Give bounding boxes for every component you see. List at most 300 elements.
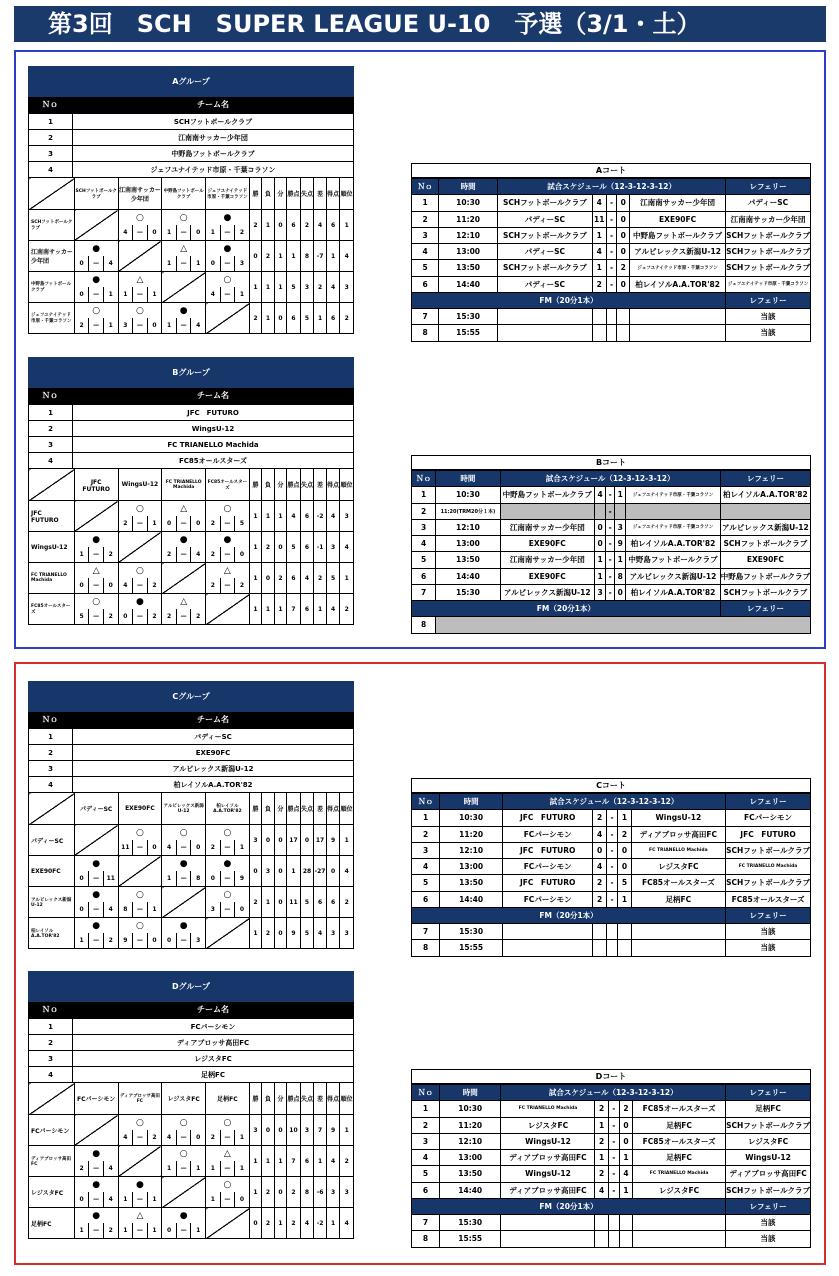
home-team: パディーSC [498, 211, 593, 227]
away-team: FC85オールスターズ [633, 1133, 726, 1149]
home-team: WingsU-12 [501, 1166, 595, 1182]
score-dash: - [608, 1182, 619, 1198]
home-team: ディアブロッサ高田FC [501, 1150, 595, 1166]
score-left: 0 [162, 933, 177, 949]
court-title: Dコート [411, 1069, 811, 1084]
away-team: WingsU-12 [631, 810, 725, 826]
home-score: 1 [595, 1117, 608, 1133]
stat-cell: 0 [274, 1115, 286, 1146]
match-row [412, 1182, 811, 1198]
referee: SCHフットボールクラブ [726, 1117, 811, 1133]
match-no: 8 [412, 940, 440, 956]
matrix-self [206, 1208, 250, 1239]
matrix-row-team: 足柄FC [29, 1208, 75, 1239]
score-sep: — [176, 871, 191, 887]
stat-cell: 7 [314, 1115, 326, 1146]
team-no: 3 [29, 1051, 73, 1067]
team-name: 江南南サッカー少年団 [73, 130, 354, 146]
score-right: 0 [147, 225, 162, 241]
fm-label: FM（20分1本） [412, 1198, 726, 1214]
court-no-head: Ｎｏ [412, 1085, 440, 1101]
score-right: 1 [191, 1161, 206, 1177]
stat-cell: 4 [326, 594, 340, 625]
stat-cell: 3 [340, 501, 354, 532]
away-team: アルビレックス新潟U-12 [630, 244, 726, 260]
score-sep: — [133, 609, 148, 625]
score-left: 0 [162, 1223, 177, 1239]
score-dash: - [606, 584, 615, 600]
matrix-row [29, 563, 354, 579]
team-name: SCHフットボールクラブ [73, 114, 354, 130]
match-time: 10:30 [440, 810, 503, 826]
match-mark: ● [118, 1177, 162, 1193]
matrix-row [29, 303, 354, 319]
match-mark: ● [74, 1208, 118, 1224]
score-sep: — [176, 256, 191, 272]
matrix-self [162, 272, 206, 303]
away-team: 柏レイソルA.A.TOR'82 [626, 584, 721, 600]
stat-head: 失点 [300, 793, 314, 825]
score-sep: — [89, 933, 104, 949]
match-no: 3 [412, 227, 439, 243]
away-score: 8 [615, 568, 626, 584]
referee: JFC FUTURO [726, 826, 811, 842]
score-sep: — [133, 1192, 148, 1208]
team-no: 4 [29, 777, 73, 793]
match-mark: ○ [206, 501, 250, 517]
fm-row [412, 1231, 811, 1247]
match-time: 12:10 [440, 842, 503, 858]
stat-cell: 3 [300, 1115, 314, 1146]
matrix-row [29, 210, 354, 226]
away-score: 0 [617, 276, 630, 292]
matrix-row-team: FCパーシモン [29, 1115, 75, 1146]
stat-cell: 0 [274, 303, 286, 334]
stat-cell: 9 [287, 918, 301, 949]
stat-cell: 0 [300, 825, 314, 856]
match-mark: ○ [118, 887, 162, 903]
score-left: 1 [74, 1223, 89, 1239]
score-dash: - [606, 552, 615, 568]
stat-head: 勝点 [287, 178, 301, 210]
away-team: 柏レイソルA.A.TOR'82 [626, 536, 721, 552]
match-row [412, 487, 811, 503]
team-no: 2 [29, 1035, 73, 1051]
stat-cell: 6 [300, 532, 314, 563]
referee: パディーSC [726, 195, 811, 211]
match-mark: ○ [162, 1146, 206, 1162]
match-time: 15:55 [440, 940, 503, 956]
team-row [29, 114, 354, 130]
match-no: 6 [412, 276, 439, 292]
matrix-row [29, 1177, 354, 1193]
stat-cell: 1 [262, 501, 274, 532]
score-left: 2 [206, 547, 221, 563]
away-score: 1 [618, 891, 631, 907]
team-head: チーム名 [197, 715, 229, 724]
stat-cell: 4 [340, 1208, 354, 1239]
referee: ディアブロッサ高田FC [726, 1166, 811, 1182]
home-team: EXE90FC [500, 568, 595, 584]
home-team: パディーSC [498, 276, 593, 292]
team-no: 1 [29, 114, 73, 130]
matrix-col-team: FCパーシモン [74, 1083, 118, 1115]
score-right: 0 [235, 547, 250, 563]
score-right: 2 [147, 578, 162, 594]
home-team: 江南南サッカー少年団 [500, 519, 595, 535]
match-mark: ● [74, 887, 118, 903]
stat-cell: 2 [262, 1177, 274, 1208]
score-left: 4 [162, 1130, 177, 1146]
stat-head: 勝 [249, 178, 261, 210]
court-ref-head: レフェリー [720, 471, 810, 487]
score-right: 1 [103, 287, 118, 303]
fm-row [412, 1215, 811, 1231]
match-time: 10:30 [439, 1101, 501, 1117]
referee: EXE90FC [720, 552, 810, 568]
stat-cell: 1 [274, 594, 286, 625]
stat-head: 負 [262, 1083, 274, 1115]
score-sep: — [89, 871, 104, 887]
match-mark: ● [206, 856, 250, 872]
referee: SCHフットボールクラブ [726, 875, 811, 891]
match-row [412, 584, 811, 600]
court-schedule-head: 試合スケジュール（12-3-12-3-12） [498, 179, 726, 195]
score-sep: — [176, 840, 191, 856]
score-right: 4 [103, 1192, 118, 1208]
match-mark: ● [206, 241, 250, 257]
team-no: 3 [29, 761, 73, 777]
score-sep: — [176, 933, 191, 949]
away-score: 1 [615, 487, 626, 503]
score-dash: - [606, 891, 617, 907]
away-team: FC85オールスターズ [631, 875, 725, 891]
stat-cell: 0 [249, 856, 261, 887]
home-team: アルビレックス新潟U-12 [500, 584, 595, 600]
stat-cell: 1 [249, 1177, 261, 1208]
stat-cell: 6 [300, 501, 314, 532]
score-left: 0 [74, 871, 89, 887]
stat-cell: 7 [287, 1146, 301, 1177]
match-mark: △ [118, 1208, 162, 1224]
home-score: 4 [592, 195, 606, 211]
stat-head: 得点 [326, 1083, 340, 1115]
away-team: 足柄FC [631, 891, 725, 907]
team-head: チーム名 [197, 100, 229, 109]
score-sep: — [176, 1223, 191, 1239]
score-right: 1 [103, 318, 118, 334]
score-sep: — [89, 256, 104, 272]
score-dash: - [608, 1166, 619, 1182]
score-dash: - [606, 260, 617, 276]
referee: FC85オールスターズ [726, 891, 811, 907]
referee: 足柄FC [726, 1101, 811, 1117]
score-right: 11 [103, 871, 118, 887]
stat-cell: 9 [326, 825, 340, 856]
stat-cell: 5 [326, 563, 340, 594]
match-mark: ○ [118, 1115, 162, 1131]
matrix-row [29, 918, 354, 934]
match-no: 2 [412, 211, 439, 227]
match-mark: ● [74, 532, 118, 548]
matrix-self [206, 918, 250, 949]
stat-cell: 2 [262, 532, 274, 563]
match-no: 1 [412, 487, 436, 503]
team-row [29, 1019, 354, 1035]
score-left: 1 [118, 287, 133, 303]
team-row [29, 1035, 354, 1051]
team-row [29, 1067, 354, 1083]
score-sep: — [133, 578, 148, 594]
score-sep: — [133, 902, 148, 918]
match-no: 3 [412, 1133, 440, 1149]
match-row [412, 503, 811, 519]
match-mark: △ [118, 272, 162, 288]
team-name: レジスタFC [73, 1051, 354, 1067]
score-left: 4 [118, 1130, 133, 1146]
match-time: 10:30 [436, 487, 500, 503]
score-right: 2 [235, 578, 250, 594]
away-team: FC TRIANELLO Machida [631, 842, 725, 858]
stat-head: 分 [274, 178, 286, 210]
result-matrix [28, 792, 354, 949]
score-sep: — [133, 225, 148, 241]
stat-head: 差 [314, 469, 326, 501]
team-row [29, 437, 354, 453]
score-sep: — [89, 287, 104, 303]
team-row [29, 777, 354, 793]
score-left: 9 [118, 933, 133, 949]
home-team: SCHフットボールクラブ [498, 260, 593, 276]
home-team: EXE90FC [500, 536, 595, 552]
score-sep: — [220, 578, 235, 594]
stat-cell: 1 [274, 241, 286, 272]
team-no: 2 [29, 130, 73, 146]
score-right: 9 [235, 871, 250, 887]
score-sep: — [220, 1130, 235, 1146]
match-mark: ● [162, 1208, 206, 1224]
stat-cell: 6 [326, 210, 340, 241]
matrix-col-team: 江南南サッカー少年団 [118, 178, 162, 210]
stat-cell: 2 [340, 887, 354, 918]
score-sep: — [220, 516, 235, 532]
score-sep: — [133, 1130, 148, 1146]
stat-cell: 2 [249, 210, 261, 241]
score-left: 2 [118, 516, 133, 532]
match-mark: ○ [206, 887, 250, 903]
fm-label: FM（20分1本） [412, 292, 726, 308]
matrix-corner [29, 793, 75, 825]
score-left: 1 [206, 1192, 221, 1208]
stat-cell: 1 [314, 303, 326, 334]
match-row [412, 519, 811, 535]
score-right: 4 [191, 318, 206, 334]
stat-head: 勝 [249, 469, 261, 501]
stat-head: 負 [262, 793, 274, 825]
score-right: 1 [147, 902, 162, 918]
matrix-self [162, 563, 206, 594]
stat-head: 分 [274, 469, 286, 501]
team-name: EXE90FC [73, 745, 354, 761]
match-time: 14:40 [439, 276, 498, 292]
score-sep: — [176, 225, 191, 241]
score-sep: — [176, 1130, 191, 1146]
stat-cell: 1 [340, 210, 354, 241]
score-left: 0 [162, 516, 177, 532]
team-row [29, 405, 354, 421]
score-left: 1 [118, 1223, 133, 1239]
match-mark: ○ [118, 210, 162, 226]
away-score: 2 [619, 1101, 632, 1117]
stat-cell: 6 [300, 594, 314, 625]
court-schedule [411, 793, 811, 957]
referee: FC TRIANELLO Machida [726, 859, 811, 875]
team-name: FC TRIANELLO Machida [73, 437, 354, 453]
referee: SCHフットボールクラブ [726, 1182, 811, 1198]
match-time: 13:50 [439, 260, 498, 276]
home-team: 江南南サッカー少年団 [500, 552, 595, 568]
stat-cell: 0 [274, 918, 286, 949]
away-score: 1 [618, 810, 631, 826]
score-sep: — [220, 547, 235, 563]
stat-cell: 0 [274, 856, 286, 887]
home-team: レジスタFC [501, 1117, 595, 1133]
referee: 中野島フットボールクラブ [720, 568, 810, 584]
stat-cell: -7 [314, 241, 326, 272]
match-mark: ● [162, 856, 206, 872]
matrix-row [29, 241, 354, 257]
match-mark: ● [74, 856, 118, 872]
score-right: 1 [235, 840, 250, 856]
score-left: 4 [206, 287, 221, 303]
court-schedule-head: 試合スケジュール（12-3-12-3-12） [501, 1085, 726, 1101]
home-score: 3 [595, 584, 606, 600]
match-no: 4 [412, 536, 436, 552]
match-row [412, 875, 811, 891]
score-right: 1 [147, 1223, 162, 1239]
referee: アルビレックス新潟U-12 [720, 519, 810, 535]
match-time: 13:50 [439, 1166, 501, 1182]
stat-cell: 1 [262, 1146, 274, 1177]
referee: ジェフユナイテッド市原・千葉コラソン [726, 276, 811, 292]
score-sep: — [133, 516, 148, 532]
stat-cell: 2 [262, 241, 274, 272]
team-name: JFC FUTURO [73, 405, 354, 421]
matrix-col-team: ジェフユナイテッド市原・千葉コラソン [206, 178, 250, 210]
team-name: FC85オールスターズ [73, 453, 354, 469]
stat-cell: 8 [300, 241, 314, 272]
score-sep: — [89, 1192, 104, 1208]
match-mark: ○ [118, 563, 162, 579]
away-team: レジスタFC [633, 1182, 726, 1198]
score-dash: - [606, 842, 617, 858]
home-score: 2 [595, 1133, 608, 1149]
match-row [412, 244, 811, 260]
team-name: ディアブロッサ高田FC [73, 1035, 354, 1051]
fm-ref-head: レフェリー [726, 292, 811, 308]
score-sep: — [220, 225, 235, 241]
match-time: 13:50 [440, 875, 503, 891]
stat-cell: 3 [340, 272, 354, 303]
match-time: 12:10 [439, 227, 498, 243]
group-header: Bグループ [28, 357, 354, 388]
score-left: 2 [162, 547, 177, 563]
match-no: 1 [412, 810, 440, 826]
home-score: 11 [592, 211, 606, 227]
score-right: 1 [147, 1192, 162, 1208]
away-score: 0 [619, 1133, 632, 1149]
score-dash: - [606, 568, 615, 584]
result-matrix [28, 468, 354, 625]
stat-head: 勝点 [287, 1083, 301, 1115]
referee [720, 503, 810, 519]
score-sep: — [176, 318, 191, 334]
score-right: 2 [191, 609, 206, 625]
stat-cell: 1 [274, 501, 286, 532]
score-dash: - [608, 1117, 619, 1133]
matrix-self [74, 825, 118, 856]
score-right: 0 [191, 840, 206, 856]
match-mark: ● [74, 272, 118, 288]
team-row [29, 453, 354, 469]
score-right: 1 [147, 287, 162, 303]
match-mark: ○ [206, 272, 250, 288]
stat-cell: 6 [300, 1146, 314, 1177]
score-left: 3 [118, 318, 133, 334]
stat-cell: 2 [287, 1177, 301, 1208]
matrix-self [74, 501, 118, 532]
match-time: 10:30 [439, 195, 498, 211]
stat-cell: 5 [287, 272, 301, 303]
stat-cell: 3 [326, 1177, 340, 1208]
stat-head: 順位 [340, 178, 354, 210]
court-time-head: 時間 [439, 1085, 501, 1101]
stat-cell: 4 [326, 272, 340, 303]
stat-cell: 2 [249, 303, 261, 334]
score-left: 0 [74, 1192, 89, 1208]
away-score: 0 [619, 1117, 632, 1133]
score-left: 0 [118, 609, 133, 625]
match-mark: ○ [206, 1115, 250, 1131]
stat-head: 分 [274, 793, 286, 825]
stat-cell: 0 [274, 532, 286, 563]
away-team: 中野島フットボールクラブ [630, 227, 726, 243]
match-row [412, 859, 811, 875]
away-team [626, 503, 721, 519]
fm-ref-head: レフェリー [726, 907, 811, 923]
score-dash: - [606, 810, 617, 826]
team-row [29, 1051, 354, 1067]
matrix-col-team: ディアブロッサ高田FC [118, 1083, 162, 1115]
stat-head: 分 [274, 1083, 286, 1115]
referee: SCHフットボールクラブ [720, 584, 810, 600]
match-mark: ● [74, 241, 118, 257]
match-no: 4 [412, 244, 439, 260]
stat-cell: 5 [300, 303, 314, 334]
match-mark: ● [162, 918, 206, 934]
court-time-head: 時間 [439, 179, 498, 195]
stat-cell: 6 [326, 887, 340, 918]
score-right: 4 [103, 902, 118, 918]
stat-cell: 4 [326, 1146, 340, 1177]
stat-cell: 1 [249, 918, 261, 949]
score-left: 1 [162, 256, 177, 272]
stat-cell: 7 [287, 594, 301, 625]
score-right: 0 [147, 318, 162, 334]
score-sep: — [89, 578, 104, 594]
court-schedule-head: 試合スケジュール（12-3-12-3-12） [502, 794, 725, 810]
stat-cell: 2 [340, 594, 354, 625]
